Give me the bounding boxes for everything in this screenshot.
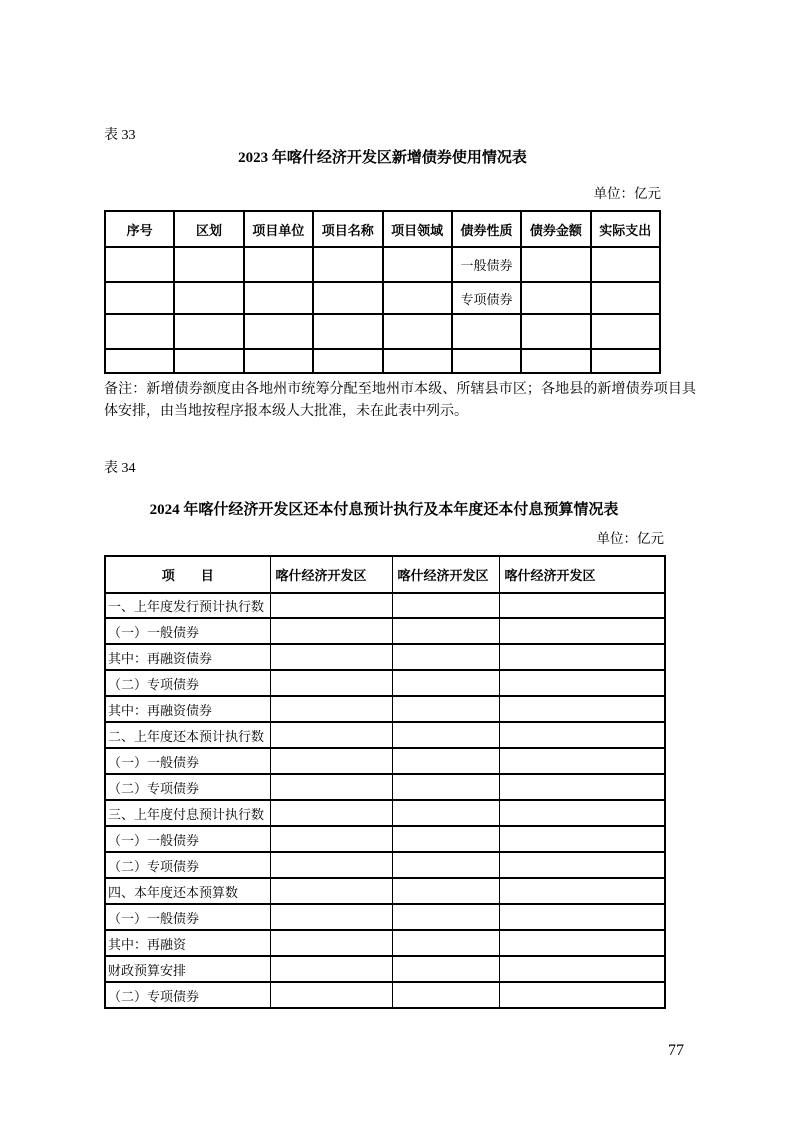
table34-value-cell [392, 644, 499, 670]
table34-row-label: 四、本年度还本预算数 [105, 878, 270, 904]
table33-cell [105, 247, 174, 282]
table34-value-cell [499, 826, 665, 852]
table34-row [105, 774, 665, 800]
table33-cell [452, 349, 521, 373]
table34-value-cell [392, 670, 499, 696]
table33-cell [244, 349, 313, 373]
table34-row-label: （一）一般债券 [105, 618, 270, 644]
table34-value-cell [392, 826, 499, 852]
table34-value-cell [270, 593, 392, 618]
debt-repayment-budget-table [104, 555, 666, 1009]
table34-row [105, 644, 665, 670]
table33-cell [521, 314, 590, 349]
table34-column-header: 喀什经济开发区 [270, 556, 392, 593]
table34-row [105, 670, 665, 696]
table34-value-cell [499, 852, 665, 878]
table34-row-label: （二）专项债券 [105, 852, 270, 878]
table34-row-label: 财政预算安排 [105, 956, 270, 982]
table34-row-label: （一）一般债券 [105, 826, 270, 852]
table34-value-cell [499, 748, 665, 774]
table33-row [105, 349, 660, 373]
table33-cell [105, 349, 174, 373]
table34-column-header: 喀什经济开发区 [499, 556, 665, 593]
table34-row-label: 三、上年度付息预计执行数 [105, 800, 270, 826]
table34-value-cell [392, 878, 499, 904]
table34-value-cell [392, 696, 499, 722]
table33-cell [591, 282, 660, 314]
table33-column-header: 项目名称 [313, 211, 382, 247]
table34-value-cell [392, 982, 499, 1008]
table33-cell: 一般债券 [452, 247, 521, 282]
table34-row-label: （一）一般债券 [105, 748, 270, 774]
table34-value-cell [392, 722, 499, 748]
table34-value-cell [499, 696, 665, 722]
table33-cell: 专项债券 [452, 282, 521, 314]
table34-value-cell [499, 774, 665, 800]
table34-row-label: （二）专项债券 [105, 982, 270, 1008]
table34-row [105, 956, 665, 982]
table33-column-header: 债券性质 [452, 211, 521, 247]
table34-row [105, 722, 665, 748]
table33-cell [383, 282, 452, 314]
table34-unit: 单位：亿元 [596, 531, 664, 546]
table34-row-label: （二）专项债券 [105, 774, 270, 800]
table33-cell [244, 282, 313, 314]
table34-value-cell [270, 800, 392, 826]
table34-value-cell [392, 774, 499, 800]
table34-value-cell [392, 930, 499, 956]
table34-column-header: 喀什经济开发区 [392, 556, 499, 593]
table33-label: 表 33 [104, 128, 136, 143]
table34-value-cell [270, 644, 392, 670]
table33-cell [591, 349, 660, 373]
table33-cell [521, 349, 590, 373]
table33-cell [174, 314, 243, 349]
table34-row-label: （一）一般债券 [105, 904, 270, 930]
table34-value-cell [392, 800, 499, 826]
table34-row-label: （二）专项债券 [105, 670, 270, 696]
table34-value-cell [499, 722, 665, 748]
table34-value-cell [270, 930, 392, 956]
table34-value-cell [499, 878, 665, 904]
table33-cell [591, 314, 660, 349]
table33-row [105, 247, 660, 282]
table34-value-cell [392, 748, 499, 774]
table34-row [105, 930, 665, 956]
table33-cell [313, 247, 382, 282]
table34-label: 表 34 [104, 461, 136, 476]
table33-column-header: 实际支出 [591, 211, 660, 247]
table34-value-cell [270, 878, 392, 904]
table33-cell [105, 314, 174, 349]
table33-title: 2023 年喀什经济开发区新增债券使用情况表 [238, 150, 527, 166]
table34-value-cell [270, 982, 392, 1008]
table34-value-cell [499, 956, 665, 982]
table34-row-label: 二、上年度还本预计执行数 [105, 722, 270, 748]
table34-value-cell [392, 956, 499, 982]
new-bond-usage-table [104, 210, 661, 374]
table33-cell [174, 247, 243, 282]
table34-value-cell [499, 670, 665, 696]
table34-value-cell [270, 956, 392, 982]
table33-cell [383, 349, 452, 373]
table34-value-cell [270, 722, 392, 748]
table34-row-label: 一、上年度发行预计执行数 [105, 593, 270, 618]
table33-header-row [105, 211, 660, 247]
table34-value-cell [499, 593, 665, 618]
table33-cell [383, 247, 452, 282]
table33-cell [521, 247, 590, 282]
table33-column-header: 债券金额 [521, 211, 590, 247]
table34-value-cell [270, 904, 392, 930]
table33-note: 备注：新增债券额度由各地州市统筹分配至地州市本级、所辖县市区；各地县的新增债券项目具体安排，由当地按程序报本级人大批准，未在此表中列示。 [104, 382, 696, 419]
table34-header-row [105, 556, 665, 593]
table34-row [105, 696, 665, 722]
table34-value-cell [392, 852, 499, 878]
table34-value-cell [499, 930, 665, 956]
table34-row [105, 982, 665, 1008]
table34-value-cell [392, 593, 499, 618]
table33-row [105, 314, 660, 349]
page-number: 77 [668, 1042, 684, 1059]
table33-cell [105, 282, 174, 314]
table34-row [105, 593, 665, 618]
table34-row-label: 其中：再融资 [105, 930, 270, 956]
table33-cell [591, 247, 660, 282]
table34-value-cell [499, 644, 665, 670]
table33-cell [313, 349, 382, 373]
table33-cell [452, 314, 521, 349]
table33-unit: 单位：亿元 [593, 186, 661, 201]
table33-column-header: 区划 [174, 211, 243, 247]
table34-row [105, 852, 665, 878]
table34-column-header: 项 目 [105, 556, 270, 593]
table34-value-cell [270, 748, 392, 774]
table34-row [105, 826, 665, 852]
table34-row [105, 800, 665, 826]
table34-value-cell [270, 696, 392, 722]
table33-column-header: 序号 [105, 211, 174, 247]
table34-value-cell [499, 982, 665, 1008]
table33-cell [244, 247, 313, 282]
table33-cell [174, 349, 243, 373]
table33-cell [383, 314, 452, 349]
table34-value-cell [270, 670, 392, 696]
table33-cell [313, 314, 382, 349]
table34-row-label: 其中：再融资债券 [105, 696, 270, 722]
table34-row [105, 618, 665, 644]
table34-value-cell [270, 826, 392, 852]
table34-value-cell [270, 852, 392, 878]
table34-value-cell [499, 618, 665, 644]
table34-title: 2024 年喀什经济开发区还本付息预计执行及本年度还本付息预算情况表 [149, 502, 619, 518]
table34-row [105, 748, 665, 774]
table33-cell [174, 282, 243, 314]
table34-value-cell [270, 618, 392, 644]
table33-cell [521, 282, 590, 314]
table34-row-label: 其中：再融资债券 [105, 644, 270, 670]
table34-value-cell [392, 618, 499, 644]
table33-column-header: 项目领域 [383, 211, 452, 247]
table34-row [105, 904, 665, 930]
table34-value-cell [499, 904, 665, 930]
table34-value-cell [392, 904, 499, 930]
table33-column-header: 项目单位 [244, 211, 313, 247]
table34-value-cell [499, 800, 665, 826]
table34-value-cell [270, 774, 392, 800]
table33-row [105, 282, 660, 314]
table33-cell [244, 314, 313, 349]
table33-cell [313, 282, 382, 314]
table34-row [105, 878, 665, 904]
